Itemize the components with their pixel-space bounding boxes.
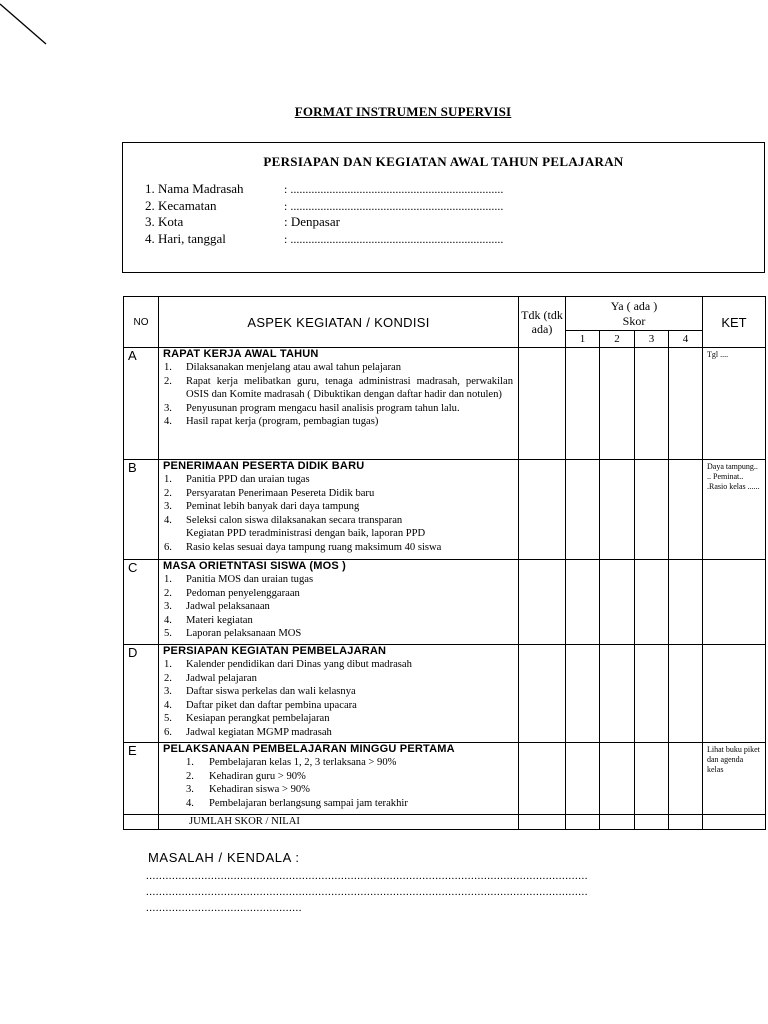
ket-cell[interactable] bbox=[703, 645, 766, 743]
section-content bbox=[159, 645, 519, 743]
list-item: 6. Rasio kelas sesuai daya tampung ruang maksimum 40 siswa bbox=[164, 541, 442, 553]
ket-cell[interactable]: Lihat buku piket dan agenda kelas bbox=[703, 743, 766, 815]
list-item: 2. Pedoman penyelenggaraan bbox=[164, 587, 300, 599]
section-row-b bbox=[124, 460, 766, 560]
tdk-cell[interactable] bbox=[519, 560, 566, 645]
section-letter: A bbox=[124, 348, 159, 460]
list-item: 2. Persyaratan Penerimaan Pesereta Didik baru bbox=[164, 487, 375, 499]
masalah-line-2[interactable]: ........................................................................................................................................ bbox=[146, 886, 588, 898]
header-no: NO bbox=[124, 297, 159, 348]
info-value: : ....................................................................... bbox=[284, 232, 504, 246]
total-label: JUMLAH SKOR / NILAI bbox=[159, 815, 519, 830]
list-item: 1. Panitia PPD dan uraian tugas bbox=[164, 474, 310, 485]
section-title: PELAKSANAAN PEMBELAJARAN MINGGU PERTAMA bbox=[163, 743, 455, 755]
info-row-hari-tanggal bbox=[145, 231, 503, 247]
info-heading: PERSIAPAN DAN KEGIATAN AWAL TAHUN PELAJARAN bbox=[263, 154, 624, 169]
list-item: 2. Rapat kerja melibatkan guru, tenaga administrasi madrasah, perwakilan OSIS dan Komite madrasah ( Dibuktikan dengan daftar hadir dan notulen) bbox=[164, 375, 513, 401]
score-total-2[interactable] bbox=[600, 815, 635, 830]
info-label: 4. Hari, tanggal bbox=[145, 231, 226, 246]
total-row bbox=[124, 815, 766, 830]
ket-cell[interactable]: Tgl .... bbox=[703, 348, 766, 460]
item-list bbox=[159, 361, 518, 429]
score-cell-2[interactable] bbox=[600, 743, 635, 815]
score-cell-1[interactable] bbox=[566, 743, 600, 815]
header-ya bbox=[566, 297, 703, 331]
list-item: 3. Kehadiran siswa > 90% bbox=[186, 784, 310, 796]
score-total-3[interactable] bbox=[635, 815, 669, 830]
score-header-1: 1 bbox=[566, 331, 600, 348]
list-item: 4. Seleksi calon siswa dilaksanakan secara transparan bbox=[164, 514, 403, 526]
score-header-2: 2 bbox=[600, 331, 635, 348]
section-letter: E bbox=[124, 743, 159, 815]
info-row-nama-madrasah bbox=[145, 181, 503, 197]
list-item: 3. Jadwal pelaksanaan bbox=[164, 601, 270, 613]
item-list bbox=[159, 658, 518, 740]
masalah-label: MASALAH / KENDALA : bbox=[148, 850, 300, 865]
item-list bbox=[159, 473, 518, 555]
score-cell-1[interactable] bbox=[566, 348, 600, 460]
score-cell-2[interactable] bbox=[600, 460, 635, 560]
item-list bbox=[159, 573, 518, 641]
score-total-1[interactable] bbox=[566, 815, 600, 830]
masalah-line-1[interactable]: ........................................................................................................................................ bbox=[146, 870, 588, 882]
list-item: 4. Hasil rapat kerja (program, pembagian tugas) bbox=[164, 416, 379, 428]
tdk-cell[interactable] bbox=[519, 460, 566, 560]
list-item: 2. Kehadiran guru > 90% bbox=[186, 770, 306, 782]
list-item: 4. Materi kegiatan bbox=[164, 614, 253, 626]
score-cell-3[interactable] bbox=[635, 460, 669, 560]
list-item: 1. Panitia MOS dan uraian tugas bbox=[164, 574, 314, 585]
list-item: Kegiatan PPD teradministrasi dengan baik, laporan PPD bbox=[186, 528, 426, 540]
score-cell-1[interactable] bbox=[566, 460, 600, 560]
info-row-kecamatan bbox=[145, 198, 503, 214]
item-list bbox=[159, 756, 518, 810]
score-cell-2[interactable] bbox=[600, 645, 635, 743]
supervision-table bbox=[123, 296, 766, 830]
info-box bbox=[122, 142, 765, 273]
list-item: 2. Jadwal pelajaran bbox=[164, 672, 257, 684]
section-row-d bbox=[124, 645, 766, 743]
list-item: 5. Laporan pelaksanaan MOS bbox=[164, 628, 302, 640]
tdk-total-cell[interactable] bbox=[519, 815, 566, 830]
list-item: 6. Jadwal kegiatan MGMP madrasah bbox=[164, 726, 332, 738]
section-row-c bbox=[124, 560, 766, 645]
document-title: FORMAT INSTRUMEN SUPERVISI bbox=[294, 104, 512, 119]
header-aspek: ASPEK KEGIATAN / KONDISI bbox=[159, 297, 519, 348]
section-content bbox=[159, 743, 519, 815]
score-header-3: 3 bbox=[635, 331, 669, 348]
total-blank bbox=[124, 815, 159, 830]
list-item: 3. Peminat lebih banyak dari daya tampung bbox=[164, 501, 360, 513]
tdk-cell[interactable] bbox=[519, 743, 566, 815]
ket-total-cell[interactable] bbox=[703, 815, 766, 830]
ket-cell[interactable]: Daya tampung.. .. Peminat.. .Rasio kelas ...... bbox=[703, 460, 766, 560]
info-value: : ....................................................................... bbox=[284, 199, 504, 213]
tdk-cell[interactable] bbox=[519, 348, 566, 460]
info-label: 3. Kota bbox=[145, 214, 184, 229]
info-label: 1. Nama Madrasah bbox=[145, 181, 244, 196]
list-item: 3. Penyusunan program mengacu hasil analisis program tahun lalu. bbox=[164, 402, 460, 414]
masalah-line-3[interactable]: ................................................ bbox=[146, 902, 302, 914]
list-item: 1. Pembelajaran kelas 1, 2, 3 terlaksana > 90% bbox=[186, 757, 397, 768]
list-item: 3. Daftar siswa perkelas dan wali kelasnya bbox=[164, 686, 356, 698]
score-cell-2[interactable] bbox=[600, 560, 635, 645]
header-tdk: Tdk (tdk ada) bbox=[519, 297, 566, 348]
score-cell-1[interactable] bbox=[566, 645, 600, 743]
score-cell-3[interactable] bbox=[635, 348, 669, 460]
header-row bbox=[124, 297, 766, 331]
section-content bbox=[159, 460, 519, 560]
tdk-cell[interactable] bbox=[519, 645, 566, 743]
section-title: RAPAT KERJA AWAL TAHUN bbox=[163, 348, 319, 360]
section-title: PERSIAPAN KEGIATAN PEMBELAJARAN bbox=[163, 645, 387, 657]
section-content bbox=[159, 348, 519, 460]
score-cell-4[interactable] bbox=[669, 743, 703, 815]
section-letter: C bbox=[124, 560, 159, 645]
list-item: 5. Kesiapan perangkat pembelajaran bbox=[164, 713, 330, 725]
score-cell-3[interactable] bbox=[635, 560, 669, 645]
score-cell-4[interactable] bbox=[669, 460, 703, 560]
corner-mark bbox=[0, 0, 60, 60]
ket-cell[interactable] bbox=[703, 560, 766, 645]
score-cell-3[interactable] bbox=[635, 743, 669, 815]
score-cell-4[interactable] bbox=[669, 560, 703, 645]
score-cell-4[interactable] bbox=[669, 645, 703, 743]
header-ket: KET bbox=[703, 297, 766, 348]
section-row-a bbox=[124, 348, 766, 460]
section-letter: D bbox=[124, 645, 159, 743]
info-value: : ....................................................................... bbox=[284, 182, 504, 196]
score-cell-3[interactable] bbox=[635, 645, 669, 743]
score-cell-2[interactable] bbox=[600, 348, 635, 460]
list-item: 4. Pembelajaran berlangsung sampai jam terakhir bbox=[186, 797, 408, 809]
section-content bbox=[159, 560, 519, 645]
score-total-4[interactable] bbox=[669, 815, 703, 830]
header-skor-label: Skor bbox=[622, 313, 646, 328]
list-item: 1. Kalender pendidikan dari Dinas yang dibut madrasah bbox=[164, 659, 412, 670]
section-title: MASA ORIETNTASI SISWA (MOS ) bbox=[163, 560, 347, 572]
list-item: 1. Dilaksanakan menjelang atau awal tahun pelajaran bbox=[164, 362, 402, 373]
score-header-4: 4 bbox=[669, 331, 703, 348]
score-cell-1[interactable] bbox=[566, 560, 600, 645]
header-ya-label: Ya ( ada ) bbox=[610, 298, 658, 313]
info-row-kota bbox=[145, 214, 340, 230]
score-cell-4[interactable] bbox=[669, 348, 703, 460]
section-title: PENERIMAAN PESERTA DIDIK BARU bbox=[163, 460, 365, 472]
list-item: 4. Daftar piket dan daftar pembina upacara bbox=[164, 699, 357, 711]
section-letter: B bbox=[124, 460, 159, 560]
info-label: 2. Kecamatan bbox=[145, 198, 217, 213]
section-row-e bbox=[124, 743, 766, 815]
info-value: : Denpasar bbox=[284, 214, 340, 229]
